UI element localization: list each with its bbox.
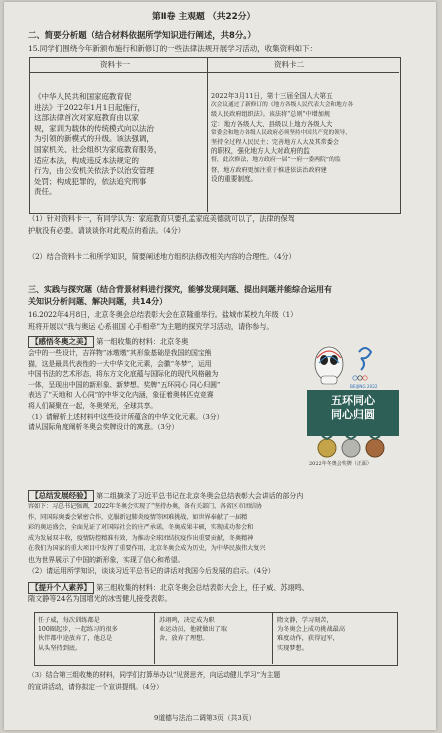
- card2-line: 2022年3月11日，第十三届全国人大第五: [211, 92, 333, 100]
- page-footer: 9道德与法治二调第3页（共3页）: [154, 714, 256, 722]
- part1-line: 一体，呈现出中国的新形象、新梦想、奖牌“五环同心 同心归圆”: [28, 380, 221, 389]
- part2-line: 彩的奥运盛会，全面见证了对国际社会的庄严承诺，冬奥成果丰硕，实现成功参会和: [28, 524, 254, 532]
- athlete-line: 伙伴都中途放弃了，他总是: [38, 635, 113, 643]
- athlete-divider-1: [154, 612, 155, 664]
- card1-line: 《中华人民共和国家庭教育促: [34, 92, 132, 101]
- part2-line: 容如下：习总书记强调，2022年冬奥会实现了“坚持办奥，备有关部门、各省区市团结协: [28, 503, 262, 510]
- athlete-line: 舍，放弃了理想。: [159, 635, 209, 643]
- card1-body: [34, 92, 161, 198]
- question-15-1b: 护航没有必要。请谈谈你对此观点的看法。（4分）: [28, 226, 185, 235]
- part2-line: 作，同国际奥委会紧密合作，克服新冠肺炎疫情等困难挑战，如世界奉献了一届精: [28, 513, 248, 521]
- card2-line: 督，此次修法，地方政府一届“一府一委两院”的监: [211, 157, 341, 164]
- card2-line: 常委会和地方各级人民政府必须坚持中国共产党的领导，: [211, 129, 351, 136]
- part1-line: 第一组收集的材料：北京冬奥: [96, 337, 189, 346]
- medal-slogan-line1: 五环同心: [331, 394, 375, 407]
- athlete-cell-1: [38, 616, 118, 653]
- athlete-cell-3: [277, 616, 345, 653]
- card2-line: 督，地方政府更加注重于推进依法治政府建: [211, 166, 327, 174]
- part1-line: 会中的一些设计，吉祥物“冰墩墩”其形象基础是我国的国宝熊: [28, 349, 212, 357]
- part1-text: [28, 336, 223, 433]
- medal-slogan: [307, 394, 399, 422]
- cards-divider: [207, 57, 208, 212]
- part2-tag: 【总结发展经验】: [28, 490, 94, 502]
- card2-line: 定：地方各级人大、县级以上地方各级人大: [211, 119, 333, 128]
- card2-line: 的职权，强化地方人大对政府的监: [211, 147, 310, 156]
- athlete-cell-2: [159, 616, 227, 644]
- part1-line: 中国书法的艺术形态，将东方文化底蕴与国际化的现代风格融为: [28, 370, 219, 379]
- athlete-line: 难度动作，获得冠军，: [277, 635, 339, 643]
- cards-header-rule: [29, 72, 399, 73]
- card1-title: 资料卡一: [100, 60, 130, 69]
- part3-tag: 【提升个人素养】: [28, 582, 94, 594]
- athlete-line: 实现梦想。: [277, 644, 308, 652]
- athlete-line: 苏翊鸣，决定成为职: [159, 617, 215, 624]
- section-header: 第Ⅱ卷 主观题 （共22分）: [152, 12, 256, 22]
- part2-text: [28, 490, 303, 576]
- card2-line: 坚持全过程人民民主；完善地方人大及其常委会: [211, 139, 339, 147]
- card1-line: 行为，由公安机关依法予以治安管理: [34, 166, 154, 176]
- card2-line: 级人民政府组织法》。该法将“总则”中增加规: [211, 111, 330, 119]
- part2-question: （2）请运用所学知识，谈谈习近平总书记的讲话对我国今后发展的启示。（4分）: [28, 566, 275, 575]
- card1-line: 责任。: [34, 187, 57, 197]
- section3-intro-2: 班将开展以“我与奥运 心系祖国 心手相牵”为主题的探究学习活动，请你参与。: [28, 322, 274, 331]
- section3-intro-1: 16.2022年4月8日，北京冬奥会总结表彰大会在京隆重举行。盐城市某校九年级（1）: [28, 310, 298, 319]
- part3-intro-1: 第三组收集的材料：北京冬奥会总结表彰大会上，任子威、苏翊鸣、: [96, 583, 309, 592]
- section3-title-2: 关知识分析问题、解决问题，共14分）: [28, 297, 168, 306]
- card1-line: 为引领的新模式的升级。该法强调，: [34, 134, 154, 144]
- athlete-line: 任子威，每次训练都是: [38, 617, 100, 624]
- athlete-line: 为冬奥会上成功挑战最高: [277, 626, 346, 634]
- part1-tag: 【感悟冬奥之美】: [28, 336, 94, 348]
- part3-text: [28, 582, 309, 605]
- part3-question-2: 的宣讲活动，请你拟定一个宣讲提纲。（4分）: [28, 683, 163, 691]
- emblem-label: BEIJING 2022: [350, 384, 378, 389]
- image-caption: 2022年冬奥会奖牌（正面）: [309, 461, 372, 467]
- athlete-line: 隋文静，学习刻苦，: [277, 617, 333, 624]
- part1-q2: 请从国际角度阐析冬奥会奖牌设计的寓意。（3分）: [28, 423, 179, 432]
- part1-line: 表达了“天地和 人心同”的中华文化内涵，象征着奥林匹克竞赛: [28, 391, 214, 400]
- card2-line: 次会议通过了新修订的《地方各级人民代表大会和地方各: [211, 102, 354, 109]
- card1-line: 规，家训为载体的传统模式向以法治: [34, 123, 154, 133]
- section3-title: 三、实践与探究题（结合背景材料进行探究，能够发现问题、提出问题并能综合运用有: [28, 285, 332, 294]
- part2-line: 也为世界展示了中国的新形象，实现了信心和希望。: [28, 555, 185, 564]
- question-15-1: （1）针对资料卡一，有同学认为：家庭教育只要孔孟家庭美德就可以了，法律的保驾: [28, 214, 295, 223]
- part2-line: 在我们为国家的重大项目中发挥了重要作用，北京冬奥会成为历史，为中华民族伟大复兴: [28, 545, 266, 553]
- card1-line: 适应本法，构成违反本法规定的: [34, 155, 139, 165]
- athlete-line: 业运动员，他就做出了取: [159, 626, 228, 634]
- part1-q1: （1）请解析上述材料中这些设计所蕴含的中华文化元素。（3分）: [28, 412, 224, 421]
- card2-title: 资料卡二: [274, 60, 304, 69]
- exam-page: [4, 2, 436, 730]
- section2-intro: 15.同学们围绕今年新颁布施行和新修订的一些法律法规开展学习活动，收集资料如下：: [28, 44, 318, 53]
- card2-body: [211, 92, 353, 184]
- card1-line: 这部法律首次对家庭教育由以家: [34, 113, 139, 123]
- medal-slogan-line2: 同心归圆: [331, 408, 375, 421]
- card1-line: 进法》于2022年1月1日起施行，: [34, 102, 145, 112]
- question-15-2: （2）结合资料卡二和所学知识，简要阐述地方组织法修改相关内容的合理性。（4分）: [28, 252, 296, 261]
- olympic-illustration: [307, 338, 399, 468]
- part3-intro-2: 隋文静等24名为国增光的冰雪健儿接受表彰。: [28, 594, 172, 603]
- card2-line: 设的重要制度。: [211, 174, 258, 183]
- athlete-divider-2: [272, 612, 273, 664]
- card1-line: 国家机关、社会组织为家庭教育服务，: [34, 144, 162, 154]
- part1-line: 猫，这是最具代表性的一大中华文化元素，会徽“冬梦”，运用: [28, 359, 212, 368]
- part1-line: 将人们凝聚在一起，冬奥荣光，全球共享。: [28, 401, 158, 410]
- athlete-line: 100圈起步，一起练习的很多: [38, 626, 118, 634]
- part3-question-1: （3）结合第三组收集的材料，同学们打算举办以“见贤思齐，向运动健儿学习”为主题: [28, 671, 281, 679]
- athlete-line: 从头坚持到底。: [38, 644, 82, 652]
- part2-line: 成为发展双丰收，疫情防控精准有效，为推动全球团结抗疫作出重要贡献，冬奥精神: [28, 534, 254, 542]
- part2-line: 第二组摘录了习近平总书记在北京冬奥会总结表彰大会讲话的部分内: [96, 492, 304, 500]
- section2-title: 二、简要分析题（结合材料依据所学知识进行阐述，共8分。）: [28, 30, 256, 40]
- card1-line: 处罚；构成犯罪的，依法追究刑事: [34, 176, 147, 186]
